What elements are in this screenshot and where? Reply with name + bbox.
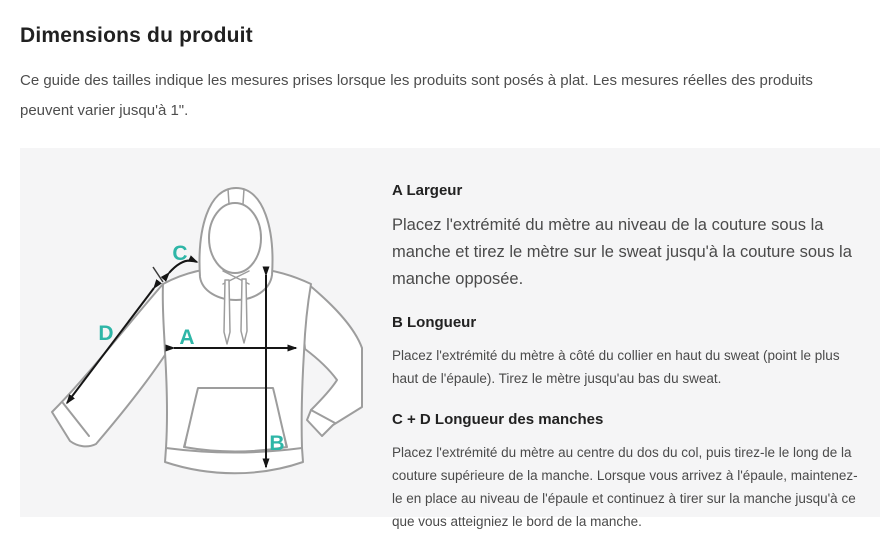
hoodie-measurement-illustration — [30, 160, 370, 490]
hoodie-left-sleeve — [52, 284, 167, 446]
label-a: A — [179, 326, 195, 349]
hoodie-drawstring-left — [224, 280, 230, 344]
section-length — [392, 314, 866, 390]
section-width-body: Placez l'extrémité du mètre au niveau de la couture sous la manche et tirez le mètre sur le sweat jusqu'à la couture sous la manche opposée. — [392, 216, 852, 288]
section-sleeves-heading: C + D Longueur des manches — [392, 411, 604, 428]
section-sleeves — [392, 411, 866, 533]
size-guide-panel — [20, 148, 880, 529]
section-width-heading: A Largeur — [392, 182, 463, 199]
intro-text: Ce guide des tailles indique les mesures prises lorsque les produits sont posés à plat. Les mesures réelles des produits peuvent varier jusqu'à 1". — [20, 72, 813, 119]
shoulder-tick-mark — [153, 267, 163, 282]
hoodie-drawstring-right — [241, 279, 247, 343]
measurement-instructions — [392, 148, 866, 529]
label-c: C — [172, 242, 188, 265]
section-sleeves-body: Placez l'extrémité du mètre au centre du dos du col, puis tirez-le le long de la couture supérieure de la manche. Lorsque vous arrivez à l'épaule, maintenez-le en place au niveau de l'épaule et continuez à tirer sur la manche jusqu'à ce que vous atteigniez le bord de la manche. — [392, 445, 858, 529]
label-d: D — [98, 322, 114, 345]
hoodie-right-sleeve — [304, 284, 362, 436]
page-title: Dimensions du produit — [20, 24, 253, 47]
label-b: B — [269, 432, 285, 455]
section-width — [392, 182, 866, 293]
section-length-heading: B Longueur — [392, 314, 477, 331]
section-length-body: Placez l'extrémité du mètre à côté du collier en haut du sweat (point le plus haut de l'épaule). Tirez le mètre jusqu'au bas du sweat. — [392, 348, 840, 386]
hoodie-hood-opening — [209, 203, 261, 273]
hoodie-diagram — [20, 148, 392, 517]
